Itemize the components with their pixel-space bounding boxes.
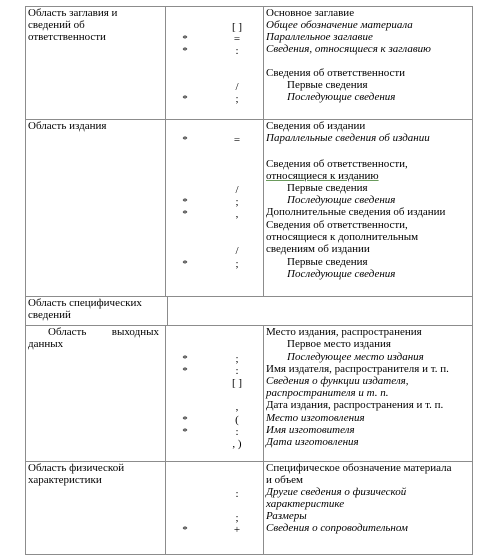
element-name: Место издания, распространения — [266, 326, 422, 338]
element-name: Сведения о сопроводительном — [266, 522, 408, 534]
repeatable-marker: * — [182, 258, 188, 270]
punctuation-mark: ; — [235, 512, 239, 524]
element-name: Дата изготовления — [266, 436, 359, 448]
punctuation-mark: ; — [235, 353, 239, 365]
area-name-line: Область специфических — [28, 297, 142, 309]
element-name: Общее обозначение материала — [266, 19, 413, 31]
element-name: и объем — [266, 474, 303, 486]
table-rule-vertical — [165, 461, 166, 554]
repeatable-marker: * — [182, 196, 188, 208]
area-name-line: Область физической — [28, 462, 125, 474]
punctuation-mark: / — [235, 81, 239, 93]
table-rule-vertical — [263, 461, 264, 554]
punctuation-mark: + — [233, 524, 241, 536]
element-name: Сведения об ответственности, — [266, 158, 408, 170]
element-name: относящиеся к изданию — [266, 170, 379, 182]
repeatable-marker: * — [182, 414, 188, 426]
table-rule-vertical — [472, 6, 473, 554]
element-name: Первые сведения — [287, 79, 368, 91]
element-name: относящиеся к дополнительным — [266, 231, 419, 243]
element-name: Имя издателя, распространителя и т. п. — [266, 363, 449, 375]
area-name-line: сведений — [28, 309, 71, 321]
punctuation-mark: = — [233, 33, 241, 45]
element-name: Дополнительные сведения об издании — [266, 206, 446, 218]
element-name: Параллельное заглавие — [266, 31, 373, 43]
table-rule-vertical — [167, 296, 168, 325]
punctuation-mark: ; — [235, 258, 239, 270]
table-rule-vertical — [165, 119, 166, 296]
repeatable-marker: * — [182, 353, 188, 365]
element-name: Другие сведения о физической — [266, 486, 407, 498]
area-name-line: Область выходных — [48, 326, 159, 338]
punctuation-mark: , — [235, 208, 239, 220]
element-name: Последующее место издания — [287, 351, 424, 363]
punctuation-mark: ( — [235, 414, 239, 426]
punctuation-mark: [ ] — [231, 377, 243, 389]
element-name: Последующие сведения — [287, 91, 396, 103]
repeatable-marker: * — [182, 208, 188, 220]
element-name: Сведения о функции издателя, — [266, 375, 409, 387]
repeatable-marker: * — [182, 524, 188, 536]
repeatable-marker: * — [182, 93, 188, 105]
element-name: характеристике — [266, 498, 345, 510]
element-name: Специфическое обозначение материала — [266, 462, 452, 474]
punctuation-mark: = — [233, 134, 241, 146]
table-rule-vertical — [165, 6, 166, 119]
punctuation-mark: , ) — [232, 438, 242, 450]
element-name: Первые сведения — [287, 256, 368, 268]
punctuation-mark: , — [235, 401, 239, 413]
element-name: Сведения об ответственности — [266, 67, 406, 79]
area-name-line: Область издания — [28, 120, 107, 132]
punctuation-mark: / — [235, 184, 239, 196]
element-name: Сведения, относящиеся к заглавию — [266, 43, 431, 55]
punctuation-mark: : — [235, 365, 239, 377]
element-name: Сведения об издании — [266, 120, 366, 132]
repeatable-marker: * — [182, 426, 188, 438]
table-rule-vertical — [165, 325, 166, 461]
punctuation-mark: ; — [235, 196, 239, 208]
element-name: Первые сведения — [287, 182, 368, 194]
element-name: Место изготовления — [266, 412, 365, 424]
area-name-line: характеристики — [28, 474, 102, 486]
area-name-line: ответственности — [28, 31, 106, 43]
element-name: Основное заглавие — [266, 7, 355, 19]
element-name: Сведения об ответственности, — [266, 219, 408, 231]
punctuation-mark: / — [235, 245, 239, 257]
table-rule-vertical — [263, 6, 264, 119]
element-name: Первое место издания — [287, 338, 391, 350]
table-rule-vertical — [263, 325, 264, 461]
repeatable-marker: * — [182, 45, 188, 57]
element-name: Параллельные сведения об издании — [266, 132, 430, 144]
punctuation-mark: : — [235, 488, 239, 500]
punctuation-mark: : — [235, 426, 239, 438]
punctuation-mark: : — [235, 45, 239, 57]
table-rule-vertical — [263, 119, 264, 296]
element-name: Размеры — [266, 510, 307, 522]
punctuation-mark: ; — [235, 93, 239, 105]
repeatable-marker: * — [182, 134, 188, 146]
element-name: распространителя и т. п. — [266, 387, 389, 399]
area-name-line: данных — [28, 338, 64, 350]
repeatable-marker: * — [182, 33, 188, 45]
element-name: Имя изготовителя — [266, 424, 355, 436]
area-name-line: сведений об — [28, 19, 85, 31]
bibliographic-description-table — [25, 6, 473, 554]
punctuation-mark: [ ] — [231, 21, 243, 33]
element-name: Последующие сведения — [287, 268, 396, 280]
element-name: сведениям об издании — [266, 243, 370, 255]
table-rule-vertical — [25, 6, 26, 554]
element-name: Дата издания, распространения и т. п. — [266, 399, 444, 411]
element-name: Последующие сведения — [287, 194, 396, 206]
area-name-line: Область заглавия и — [28, 7, 118, 19]
table-rule-horizontal — [25, 554, 473, 555]
repeatable-marker: * — [182, 365, 188, 377]
